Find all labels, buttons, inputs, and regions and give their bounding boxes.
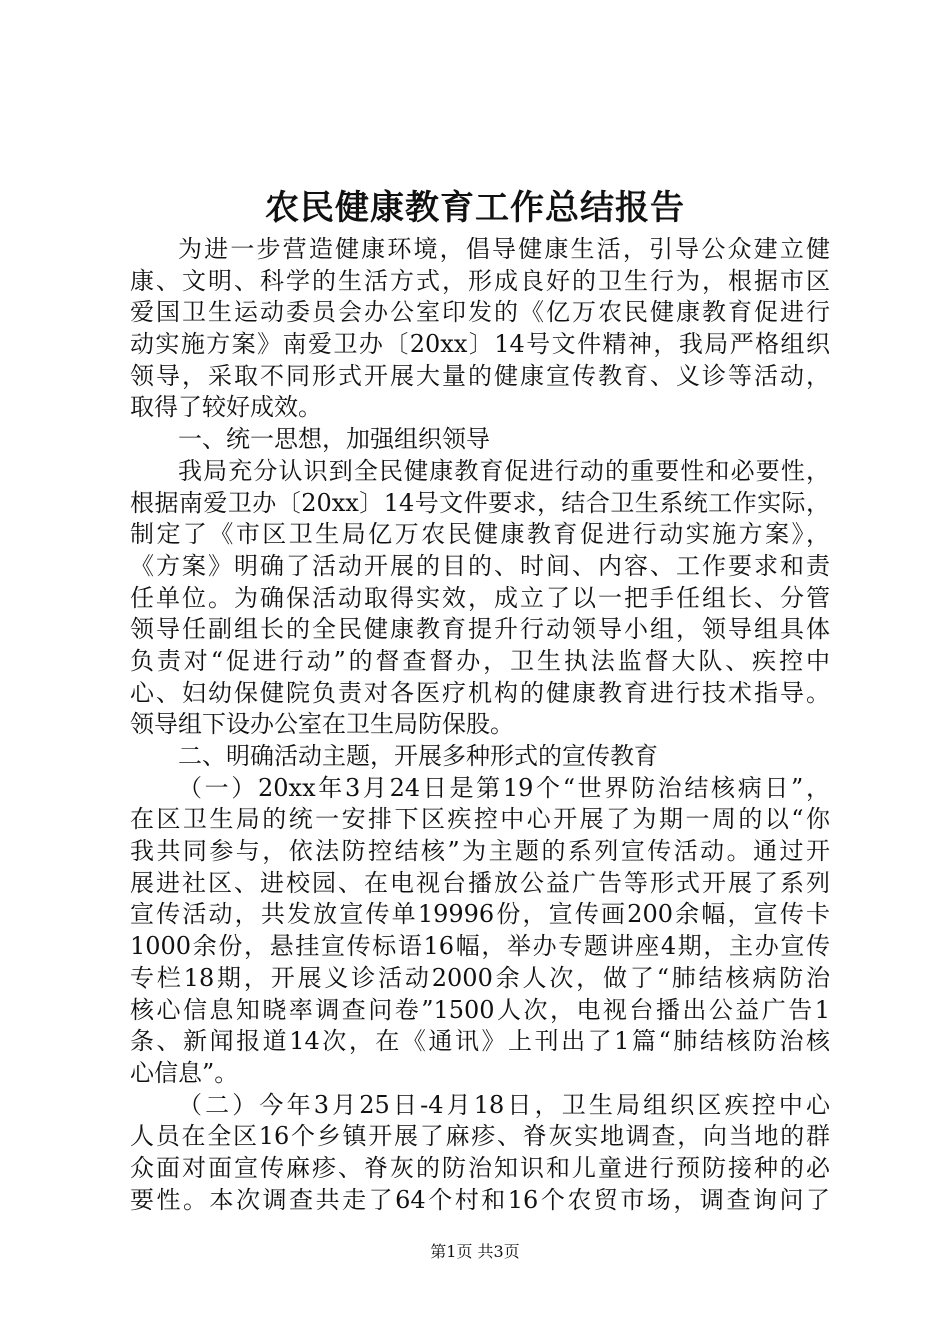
body-line: 动实施方案》南爱卫办〔20xx〕14号文件精神，我局严格组织: [130, 330, 830, 359]
document-title: 农民健康教育工作总结报告: [265, 188, 685, 228]
body-line: 在区卫生局的统一安排下区疾控中心开展了为期一周的以“你: [130, 805, 830, 834]
body-line: 1000余份，悬挂宣传标语16幅，举办专题讲座4期，主办宣传: [130, 932, 830, 961]
body-line: 条、新闻报道14次，在《通讯》上刊出了1篇“肺结核防治核: [130, 1027, 830, 1056]
body-line: 根据南爱卫办〔20xx〕14号文件要求，结合卫生系统工作实际，: [130, 488, 830, 517]
body-line: 领导组下设办公室在卫生局防保股。: [130, 710, 514, 739]
body-line: 我共同参与，依法防控结核”为主题的系列宣传活动。通过开: [130, 837, 830, 866]
body-line: 核心信息知晓率调查问卷”1500人次，电视台播出公益广告1: [130, 995, 830, 1024]
body-line: 专栏18期，开展义诊活动2000余人次，做了“肺结核病防治: [130, 963, 830, 992]
body-line: 宣传活动，共发放宣传单19996份，宣传画200余幅，宣传卡: [130, 900, 830, 929]
body-line: 负责对“促进行动”的督查督办，卫生执法监督大队、疾控中: [130, 646, 830, 675]
body-line: 领导任副组长的全民健康教育提升行动领导小组，领导组具体: [130, 615, 830, 644]
body-line: 《方案》明确了活动开展的目的、时间、内容、工作要求和责: [130, 551, 830, 580]
body-line: 爱国卫生运动委员会办公室印发的《亿万农民健康教育促进行: [130, 298, 830, 327]
body-line: 为进一步营造健康环境，倡导健康生活，引导公众建立健: [178, 235, 830, 263]
body-line: 心、妇幼保健院负责对各医疗机构的健康教育进行技术指导。: [130, 678, 830, 707]
body-line: 康、文明、科学的生活方式，形成良好的卫生行为，根据市区: [130, 266, 830, 295]
page-footer: 第1页 共3页: [430, 1242, 520, 1261]
body-line: （一）20xx年3月24日是第19个“世界防治结核病日”，: [178, 773, 830, 802]
section-heading: 一、统一思想，加强组织领导: [178, 425, 490, 454]
section-heading: 二、明确活动主题，开展多种形式的宣传教育: [178, 742, 658, 770]
document-body: [130, 234, 830, 1216]
body-line: 心信息”。: [130, 1058, 239, 1087]
body-line: 取得了较好成效。: [130, 393, 322, 422]
body-line: 制定了《市区卫生局亿万农民健康教育促进行动实施方案》，: [130, 520, 830, 549]
body-line: 我局充分认识到全民健康教育促进行动的重要性和必要性，: [178, 456, 830, 485]
body-line: 领导，采取不同形式开展大量的健康宣传教育、义诊等活动，: [130, 361, 830, 390]
body-line: 众面对面宣传麻疹、脊灰的防治知识和儿童进行预防接种的必: [130, 1153, 830, 1182]
body-line: 要性。本次调查共走了64个村和16个农贸市场，调查询问了: [130, 1185, 830, 1214]
body-line: （二）今年3月25日-4月18日，卫生局组织区疾控中心: [178, 1090, 830, 1119]
body-line: 人员在全区16个乡镇开展了麻疹、脊灰实地调查，向当地的群: [130, 1122, 830, 1151]
body-line: 展进社区、进校园、在电视台播放公益广告等形式开展了系列: [130, 868, 830, 897]
body-line: 任单位。为确保活动取得实效，成立了以一把手任组长、分管: [130, 583, 830, 612]
